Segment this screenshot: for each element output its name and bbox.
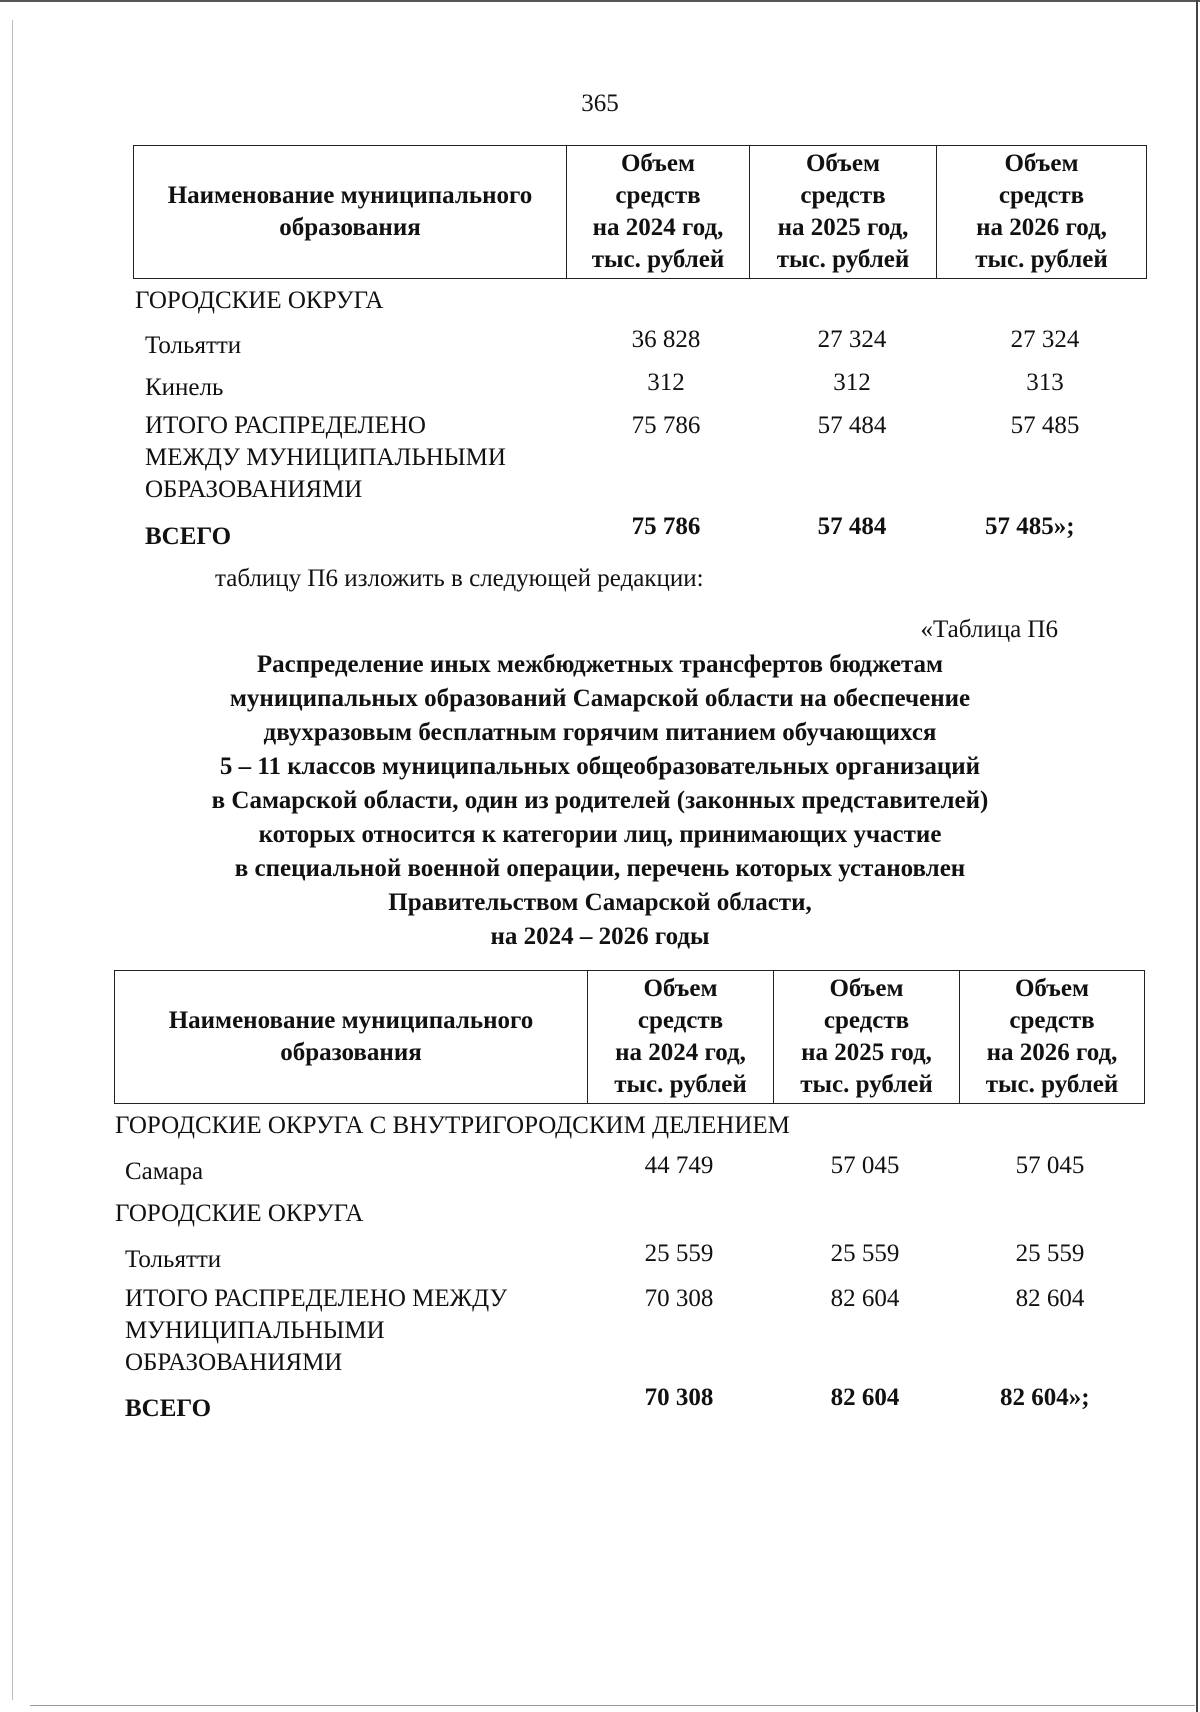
row-value-2026: 82 604 [1015,1285,1085,1312]
intro-text: таблицу П6 изложить в следующей редакции: [215,565,704,592]
header-line: тыс. рублей [800,1071,933,1098]
row-name-line: ИТОГО РАСПРЕДЕЛЕНО МЕЖДУ [125,1285,508,1312]
header-line: Объем [620,150,696,177]
row-value-2024: 312 [647,369,685,396]
scan-edge-right [1196,0,1198,1712]
row-value-2024: 25 559 [644,1240,714,1267]
row-value-2024: 36 828 [631,326,701,353]
header-line: средств [615,182,701,209]
page-number: 365 [581,90,619,117]
caption-line: которых относится к категории лиц, принимающих участие [258,821,942,848]
table2-header-2025 [774,971,960,1104]
header-line: тыс. рублей [985,1071,1119,1098]
header-line: Объем [643,975,718,1002]
row-name: ВСЕГО [145,523,232,550]
row-value-2026: 82 604»; [1000,1384,1090,1411]
row-value-2024: 44 749 [644,1152,714,1179]
caption-line: 5 – 11 классов муниципальных общеобразовательных организаций [219,753,981,780]
scan-edge-top [0,0,1200,6]
row-value-2024: 70 308 [644,1285,714,1312]
row-name: Тольятти [125,1246,222,1273]
row-value-2024: 70 308 [644,1384,714,1411]
table2-section-vnutri: ГОРОДСКИЕ ОКРУГА С ВНУТРИГОРОДСКИМ ДЕЛЕНИЕМ [115,1112,790,1139]
header-line: образования [279,214,421,241]
row-name: Тольятти [145,332,242,359]
row-name: Самара [125,1158,204,1185]
table1-header [133,145,1147,279]
row-name [125,1283,507,1379]
row-value-2026: 27 324 [1010,326,1080,353]
table2-header-name [115,971,588,1104]
header-line: на 2025 год, [801,1039,932,1066]
header-line: средств [823,1007,910,1034]
row-name-line: МУНИЦИПАЛЬНЫМИ [125,1317,385,1344]
header-line: Наименование муниципального [168,1007,534,1034]
row-value-2025: 27 324 [817,326,887,353]
scan-edge-left [12,20,13,1700]
row-value-2026: 25 559 [1015,1240,1085,1267]
table2-header [114,970,1145,1104]
row-value-2024: 75 786 [631,412,701,439]
row-name: ВСЕГО [125,1395,212,1422]
header-line: Объем [829,975,904,1002]
row-name: Кинель [145,374,224,401]
row-value-2025: 25 559 [830,1240,900,1267]
caption-line: муниципальных образований Самарской области на обеспечение [229,685,971,712]
table1-header-name [134,146,567,279]
header-line: тыс. рублей [975,246,1108,273]
row-value-2025: 82 604 [830,1384,900,1411]
row-value-2025: 57 484 [817,412,887,439]
header-line: на 2024 год, [615,1039,746,1066]
header-line: на 2024 год, [592,214,724,241]
scan-edge-bottom [30,1705,1195,1706]
header-line: средств [998,182,1085,209]
row-value-2026: 57 485»; [985,513,1075,540]
table-caption [100,648,1100,954]
table1-header-2024 [567,146,750,279]
row-name-line: МЕЖДУ МУНИЦИПАЛЬНЫМИ [145,444,506,471]
header-line: на 2026 год, [976,214,1107,241]
row-value-2025: 82 604 [830,1285,900,1312]
row-name-line: ИТОГО РАСПРЕДЕЛЕНО [145,412,426,439]
caption-line: Распределение иных межбюджетных трансфертов бюджетам [256,651,944,678]
header-line: тыс. рублей [776,246,910,273]
header-line: Объем [1004,150,1079,177]
header-line: средств [637,1007,724,1034]
caption-line: Правительством Самарской области, [388,889,812,916]
header-line: на 2025 год, [777,214,909,241]
header-line: на 2026 год, [986,1039,1118,1066]
row-value-2025: 57 045 [830,1152,900,1179]
table1-header-2025 [750,146,937,279]
header-line: тыс. рублей [614,1071,747,1098]
header-line: Объем [1014,975,1090,1002]
row-value-2024: 75 786 [631,513,701,540]
header-line: образования [280,1039,422,1066]
caption-line: в специальной военной операции, перечень которых установлен [234,855,966,882]
header-line: средств [1009,1007,1095,1034]
row-value-2025: 312 [833,369,871,396]
header-line: средств [800,182,886,209]
header-line: Объем [805,150,881,177]
table2-header-2024 [588,971,774,1104]
header-line: тыс. рублей [591,246,725,273]
row-value-2026: 313 [1026,369,1064,396]
caption-line: на 2024 – 2026 годы [490,923,710,950]
row-name [145,410,506,506]
table1-header-2026 [937,146,1147,279]
caption-line: двухразовым бесплатным горячим питанием обучающихся [263,719,937,746]
table1-section-gorodskie: ГОРОДСКИЕ ОКРУГА [135,287,384,314]
row-value-2026: 57 485 [1010,412,1080,439]
row-name-line: ОБРАЗОВАНИЯМИ [125,1349,343,1376]
row-value-2026: 57 045 [1015,1152,1085,1179]
caption-line: в Самарской области, один из родителей (законных представителей) [211,787,989,814]
table2-section-gorodskie: ГОРОДСКИЕ ОКРУГА [115,1200,364,1227]
row-name-line: ОБРАЗОВАНИЯМИ [145,476,363,503]
header-line: Наименование муниципального [167,182,533,209]
table-label: «Таблица П6 [920,616,1058,643]
row-value-2025: 57 484 [817,513,887,540]
table2-header-2026 [960,971,1145,1104]
